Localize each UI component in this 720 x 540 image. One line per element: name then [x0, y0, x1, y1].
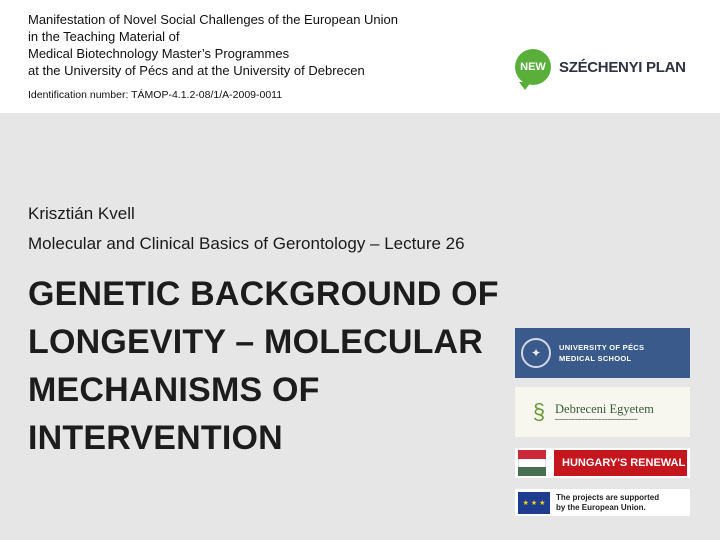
identification-number: Identification number: TÁMOP-4.1.2-08/1/A-2009-0011	[28, 89, 283, 101]
debrecen-subtitle-bar: ━━━━━━━━━━━━━━━━━━━━━━━━━	[555, 416, 638, 423]
title-line: INTERVENTION	[28, 419, 283, 457]
pecs-line2: MEDICAL SCHOOL	[559, 354, 632, 363]
university-of-debrecen-logo	[515, 387, 690, 437]
pecs-line1: UNIVERSITY OF PÉCS	[559, 343, 645, 352]
debrecen-emblem-icon: §	[532, 399, 546, 424]
szechenyi-plan-logo	[505, 37, 703, 97]
project-description	[28, 11, 398, 79]
course-name: Molecular and Clinical Basics of Gerontology – Lecture 26	[28, 234, 465, 253]
university-of-pecs-logo	[515, 328, 690, 378]
title-line: MECHANISMS OF	[28, 371, 320, 409]
eu-support-logo	[515, 489, 690, 516]
eu-line2: by the European Union.	[556, 502, 646, 512]
eu-line1: The projects are supported	[556, 492, 660, 502]
title-line: LONGEVITY – MOLECULAR	[28, 323, 484, 361]
header-band	[0, 0, 720, 113]
new-badge-icon: NEW	[515, 49, 551, 85]
title-line: GENETIC BACKGROUND OF	[28, 275, 499, 313]
eu-flag-icon: ★ ★ ★	[518, 492, 550, 514]
szechenyi-plan-text: SZÉCHENYI PLAN	[559, 58, 686, 76]
author-name: Krisztián Kvell	[28, 204, 135, 223]
debrecen-name: Debreceni Egyetem	[555, 401, 654, 416]
header-line: at the University of Pécs and at the University of Debrecen	[28, 63, 365, 78]
header-line: in the Teaching Material of	[28, 29, 180, 44]
hungarys-renewal-logo	[515, 448, 690, 478]
renewal-text: HUNGARY'S RENEWAL	[554, 450, 687, 476]
header-line: Manifestation of Novel Social Challenges of the European Union	[28, 12, 399, 27]
pecs-seal-icon: ✦	[521, 338, 551, 368]
hungarian-flag-icon	[518, 450, 546, 476]
slide-title	[28, 270, 498, 462]
header-line: Medical Biotechnology Master’s Programmes	[28, 46, 290, 61]
